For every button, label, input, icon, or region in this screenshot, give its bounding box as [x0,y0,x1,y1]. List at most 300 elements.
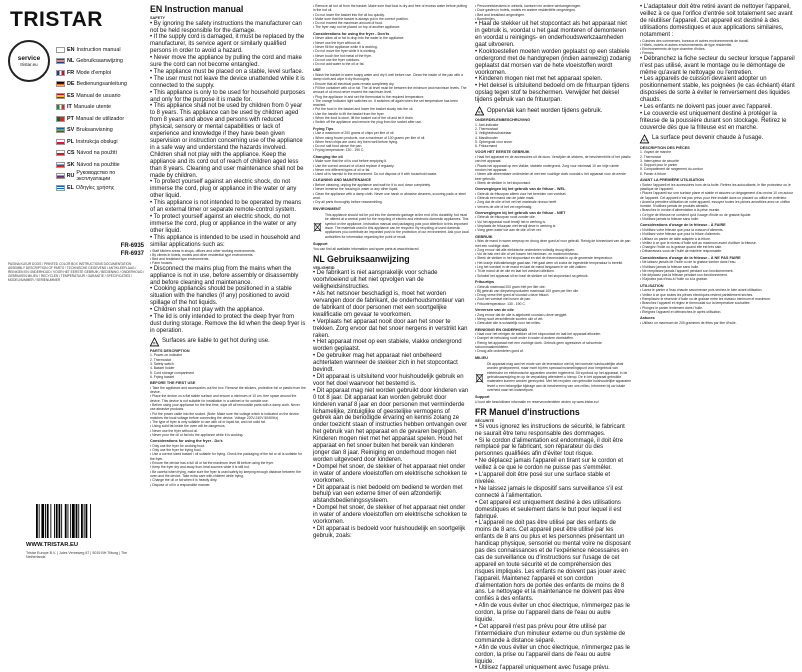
es-flag-icon [56,93,65,99]
fr-parts-heading: DESCRIPTION DES PIÈCES [640,145,690,150]
list-item: • This appliance shall not be used by children from 0 year to 8 years. This appliance can be used by children aged from 8 years and above and persons with reduced physical, sensory or mental capabilities or lack of experience and knowledge if they have been given supervision or instruction concerning use of the appliance in a safe way and understand the hazards involved. Children shall not play with the appliance. Keep the appliance and its cord out of reach of children aged less than 8 years. Cleaning and user maintenance shall not be made by children. [150,103,306,179]
model-number: FR-6937 [120,251,144,257]
fr-use-list [640,288,796,314]
en-hot-text: Surfaces are liable to get hot during use. [162,338,270,345]
list-item: • Before cleaning, unplug the appliance and wait for it to cool down completely. [313,183,469,187]
language-item [56,44,146,56]
list-item: 6. Panier à friture [640,171,667,176]
en-safety-small-list [150,249,306,266]
de-flag-icon [56,81,65,87]
en-dont-list [313,36,469,66]
language-label: Bruksanvisning [76,127,113,134]
en-change-heading: Changing the oil [313,154,343,159]
list-item: • Frying temperature: 130 - 190 C. [313,148,469,152]
list-item: • Only use the fryer for frying food. [150,448,306,452]
barcode-bar [56,504,58,538]
list-item: 1. Power-on indicator [150,353,183,358]
list-item: • Droog alle onderdelen goed af. [475,349,631,353]
list-item: • Door gasten in hotels, motels en andere residentiële omgevingen. [475,8,631,12]
en-consider-list [150,444,306,487]
barcode-bar [36,504,38,538]
en-change-list [313,159,469,176]
list-item: 1. Voyant de marche [640,150,672,155]
language-item [56,90,146,102]
list-item: • Plug the appliance in and set the thermostat to the required temperature. [313,95,469,99]
en-env-text: This appliance should not be put into the domestic garbage at the end of its durability, but must be offered at a central point for the recycling of electric and electronic domestic appliances. This symbol on the appliance, instruction manual and packaging puts your attention to this important issue. The materials used in this appliance can be recycled. By recycling of used domestic appliances you contribute an important push to the protection of our environment. Ask your local authorities for information regarding the point of recall. [325,213,469,239]
fr-tips-heading: Astuces [640,316,655,321]
list-item: • Les enfants ne doivent pas jouer avec l'appareil. [640,104,796,111]
nl-oil-heading: Verversen van de olie [475,308,514,313]
en-parts-heading: PARTS DESCRIPTION [150,348,190,353]
fr-use-heading: UTILISATION [640,283,664,288]
list-item: • Steek de stekker in het stopcontact. [475,181,631,185]
list-item: • This appliance is not intended to be operated by means of an external timer or separate remote-control system. [150,200,306,214]
nl-env-block [475,362,631,393]
list-item: • Bij gebruik van diepvriesproducten maximaal 100 gram per liter olie. [475,289,631,293]
en-hot-warning [150,337,306,347]
list-item: • Use the correct amount of oil and replace it regularly. [313,164,469,168]
list-item: • Do not exceed the maximum amount of food. [313,21,469,25]
language-item [56,159,146,171]
ru-flag-icon [56,173,65,179]
column-dutch [475,4,631,672]
fr-safety-list [475,424,631,672]
list-item: • Put the power cable into the socket. (Note: Make sure the voltage which is indicated on the device matches the local voltage before connecting the device. Voltage 220V-240V 50/60Hz) [150,412,306,421]
fr-dont-heading: Considérations d'usage de la friteuse - À NE PAS FAIRE [640,255,741,260]
nl-before-list [475,155,631,185]
list-item: • Afin de vous éviter un choc électrique, n'immergez pas le cordon, la prise ou l'appareil dans de l'eau ou autre liquide. [475,603,631,624]
list-item: 2. Thermostat [640,154,661,159]
list-item: • Bed and breakfast omgevingen. [475,13,631,17]
language-code: PT [67,115,74,122]
en-env-heading: ENVIRONMENT [313,206,342,211]
list-item: • Take the appliance and accessories out the box. Remove the stickers, protective foil or plastic from the device. [150,386,306,395]
list-item: • Verplaats de frituurpan niet terwijl deze in werking is. [475,224,631,228]
service-site: tristar.eu [20,62,38,67]
list-item: • The orange indicator light switches on. It switches off again when the set temperature has been reached. [313,99,469,108]
language-code: PL [67,138,74,145]
language-label: Οδηγίες χρήσης [75,184,115,191]
en-consider-heading: Considerations for using the fryer - Do's [150,439,223,444]
list-item: • Remplissez le réservoir d'huile ou de graisse entre les niveaux minimum et maximum. [640,297,796,301]
nl-hot-warning [475,106,631,116]
list-item: • N'utilisez jamais la friteuse sans huile. [640,217,796,221]
language-item [56,113,146,125]
nl-flag-icon [56,58,65,64]
barcode-bar [86,504,88,538]
list-item: • Bed and breakfast type environments. [150,257,306,261]
hot-surface-icon [150,337,159,347]
list-item: • Do not lower the basket into the oil too quickly. [313,13,469,17]
list-item: • Fill the container with oil or fat. The oil level must be between the minimum and maximum levels. The amount of oil must never exceed the maximum level. [313,86,469,95]
list-item: • Si vous ignorez les instructions de sécurité, le fabricant ne saurait être tenu responsable des dommages. [475,424,631,438]
nl-oil-list [475,313,631,326]
list-item: • Het oranje indicatielampje gaat aan. Het gaat weer uit zodra de ingestelde temperatuur is bereikt. [475,261,631,265]
list-item: • When fresh chips are used, dry them well before frying. [313,140,469,144]
list-item: • Change the oil or fat when it is heavily dirty. [150,478,306,482]
list-item: • Dispose of oil in a responsible manner. [150,483,306,487]
en-safety-heading: SAFETY [150,16,165,20]
language-code: RU [66,173,75,180]
list-item: 2. Thermostaat [475,126,498,131]
list-item: • Gebruik de frituurpan nooit zonder olie. [475,215,631,219]
list-item: • Never fill the appliance while it is working. [313,45,469,49]
list-item: • Staff kitchen areas in shops, offices and other working environments. [150,249,306,253]
list-item: 1. Aan-indicator [475,122,499,127]
barcode-bar [61,504,62,538]
language-item [56,67,146,79]
list-item: • Kooktoestellen moeten worden geplaatst op een stabiele ondergrond met de handgrepen (indien aanwezig) zodanig geplaatst dat morsen van de hete vloeistoffen wordt voorkomen. [475,49,631,77]
list-item: • This appliance is intended to be used in household and similar applications such as: [150,235,306,249]
list-item: • Gebruikte olie is schadelijk voor het milieu. [475,321,631,325]
list-item: • Avant la première utilisation de votre appareil, essuyez toutes les pièces amovibles avec un chiffon humide. N'utilisez jamais de produits abrasifs. [640,200,796,209]
cover-codes: PAGINA KLEUR DOOS / PRINTED COLOR BOX INSTRUCTIONS DOCUMENTATION ASSEMBLY DESCRIPTION OF PARTS / TECHNISCHE GEGEVENS / ANTIKLEEFLAAG / REINIGEN EN ONDERHOUD / VOOR HET EERSTE GEBRUIK / BEDIENING / ONDERHOUD / GEBRUIKEN MILIEU / RECYCLEN / TEMPERATUUR / GARANTIE / SPECIFICATIES / MODELNUMMER / SERIENUMMER [8,262,145,283]
service-label: service [17,55,41,62]
list-item: 3. Veiligheidsschakelaar [475,131,512,136]
fr-hot-text: La surface peut devenir chaude à l'usage. [652,135,764,142]
nl-env-heading: MILIEU [475,355,488,360]
list-item: • Ne déplacez pas la friteuse pendant son fonctionnement. [640,273,796,277]
list-item: • Veillez à ce que le niveau d'huile soit au maximum avant d'utiliser la friteuse. [640,241,796,245]
model-numbers [121,242,144,258]
en-clean-list [313,183,469,204]
hot-surface-icon [475,106,484,116]
list-item: • Verplaats het apparaat nooit door aan het snoer te trekken. Zorg ervoor dat het snoer nergens in verstrikt kan raken. [313,319,469,340]
nl-clean-heading: REINIGING EN ONDERHOUD [475,327,528,332]
list-item: • Gebruik de frituurpan alleen voor het bereiden van voedsel. [475,192,631,196]
en-tips-list [313,131,469,152]
nl-parts-list [475,123,631,149]
fr-safety-list-2 [640,56,796,132]
company-address: Tristar Europe B.V. | Jules Verneweg 87 | 5015 BH Tilburg | The Netherlands [26,551,128,560]
language-code: DE [67,81,75,88]
list-item: • Never use the fryer without oil. [313,41,469,45]
list-item: • N'utilisez jamais la friteuse sans huile. [640,265,796,269]
list-item: • Dompel de behuizing nooit onder in water of andere vloeistoffen. [475,336,631,340]
sk-flag-icon [56,162,65,168]
list-item: • Dit apparaat is uitsluitend voor huishoudelijk gebruik en voor het doel waarvoor het bestemd is. [313,374,469,388]
nl-safety-list-2 [475,21,631,104]
list-item: • Place the device on a flat stable surface and ensure a minimum of 10 cm. free space around the device. This device is not suitable for installation in a cabinet or for outside use. [150,394,306,403]
list-item: • L'appareil doit être posé sur une surface stable et nivelée. [475,472,631,486]
fr-title: FR Manuel d'instructions [475,407,580,418]
nl-tips-list [475,285,631,306]
column-english-2 [313,4,469,540]
cover-column [6,4,148,571]
nl-parts-heading: ONDERDELENBESCHRIJVING [475,118,531,123]
language-item [56,102,146,114]
list-item: • Dit apparaat mag niet worden gebruikt door kinderen van 0 tot 8 jaar. Dit apparaat kan worden gebruikt door kinderen vanaf 8 jaar en door personen met verminderde lichamelijke, zintuiglijke of geestelijke vermogens of gebrek aan de benodigde ervaring en kennis zolang ze onder toezicht staan of instructies hebben ontvangen over het gebruik van het apparaat en de gevaren begrijpen. Kinderen mogen niet met het apparaat spelen. Houd het apparaat en het snoer buiten het bereik van kinderen jonger dan 8 jaar. Reiniging en onderhoud mogen niet worden uitgevoerd door kinderen. [313,388,469,464]
nl-tips-heading: Frituurtips [475,279,494,284]
cz-flag-icon [56,150,65,156]
list-item: • Ce type de friteuse ne convient qu'à l'usage d'huile ou de graisse liquide. [640,213,796,217]
en-tips-heading: Frying Tips [313,126,334,131]
list-item: • Le couvercle est uniquement destiné à protéger la friteuse de la poussière durant son stockage. Retirez le couvercle dès que la friteuse est en marche. [640,111,796,132]
fr-do-list [640,228,796,254]
language-label: Návod na použití [76,150,117,157]
language-item [56,148,146,160]
nl-env-text: Dit apparaat mag aan het einde van de levensduur niet bij het normale huishoudelijke afval worden gedeponeerd, maar moet bij een speciaal inzamelingspunt voor hergebruik van elektrische en elektronische apparaten worden ingeleverd. Dit symbool op het apparaat, in de gebruiksaanwijzing en op de verpakking attendeert u hierop. De in het apparaat gebruikte materialen kunnen worden gerecycled. Met het recyclen van gebruikte huishoudelijke apparaten levert u een belangrijke bijdrage aan de bescherming van ons milieu. Informeer bij uw lokale overheid naar het inzamelpunt. [487,362,632,392]
list-item: • Cooking appliances should be positioned in a stable situation with the handles (if any) positioned to avoid spillage of the hot liquids. [150,286,306,307]
list-item: • Fermes. [640,51,796,55]
list-item: • L'adaptateur doit être retiré avant de nettoyer l'appareil, veillez à ce que l'orifice d'entrée soit totalement sec avant de réutiliser l'appareil. Cet appareil est destiné à des utilisations domestiques et aux applications similaires, notamment : [640,4,796,39]
list-item: 6. Frying basket [150,374,175,379]
list-item: • Use the handle to lift the basket from the fryer. [313,112,469,116]
barcode-bar [50,504,51,538]
list-item: • This appliance is only to be used for household purposes and only for the purpose it is made for. [150,90,306,104]
barcode-bar [41,504,44,538]
nl-consider-list [475,192,631,209]
list-item: • Wash the basket in warm soapy water and dry it well before use. Clean the inside of the pan with a damp cloth and wipe it dry thoroughly. [313,73,469,82]
list-item: • Zorg dat de olie of het vet het maximale niveau heeft. [475,200,631,204]
list-item: • Ne déplacez jamais l'appareil en tirant sur le cordon et veillez à ce que le cordon ne puisse pas s'emmêler. [475,458,631,472]
nl-use-list [475,239,631,278]
list-item: 5. Compartiment de rangement du cordon [640,167,703,172]
list-item: • Use a correct sized basket / oil suitable for frying. Check the packaging of the fat or oil is suitable for the fryer. [150,452,306,461]
barcode-image [36,504,116,538]
list-item: • When using frozen products, use a maximum of 100 grams per litre of oil. [313,136,469,140]
list-item: • Veillez à ce que toutes les pièces électriques restent parfaitement sèches. [640,293,796,297]
list-item: • Dit apparaat is bedoeld voor huishoudelijk en soortgelijk gebruik, zoals: [313,526,469,540]
list-item: • Les appareils de cuisson devraient adopter un positionnement stable, les poignées (le cas échéant) étant disposées de sorte à éviter le renversement des liquides chauds. [640,76,796,104]
nl-before-heading: VOOR HET EERSTE GEBRUIK [475,150,530,155]
list-item: • Dry all parts thoroughly before reassembling. [313,200,469,204]
list-item: • Using solid fat inside the oven will be dangerous. [150,424,306,428]
list-item: • Zorg ervoor dat alle elektrische onderdelen volledig droog blijven. [475,248,631,252]
list-item: • Never allow oil or fat to drop into the water in the appliance. [313,36,469,40]
list-item: • When the food is done, lift the basket out of the oil and let it drain. [313,116,469,120]
weee-bin-icon [313,222,322,232]
barcode-bar [45,504,46,538]
list-item: 2. Thermostat [150,357,171,362]
list-item: • Never touch the hot metal of the fryer. [313,54,469,58]
list-item: 5. Cord storage compartment [150,370,195,375]
list-item: • Éteignez l'appareil et débranchez-le après utilisation. [640,310,796,314]
nl-safety-list [313,270,469,539]
nl-safety-heading: VEILIGHEID [313,265,335,270]
en-title: EN Instruction manual [150,4,244,14]
list-item: • The type of fryer is only suitable to use with oil or liquid fat, and not solid fat. [150,420,306,424]
list-item: • Do not use the fryer outdoors. [313,58,469,62]
list-item: • Gebruik een mand van de juiste maat. [475,196,631,200]
barcode-bar [54,504,55,538]
list-item: • Do not move the fryer while it is working. [313,49,469,53]
list-item: • De fabrikant is niet aansprakelijk voor schade voortvloeiend uit het niet opvolgen van de veiligheidsinstructies. [313,270,469,291]
list-item: • Ensure that all electrical parts remain completely dry. [313,82,469,86]
pt-flag-icon [56,116,65,122]
en-items-a [313,4,469,30]
language-code: CS [67,150,75,157]
list-item: • N'utilisez votre friteuse que pour la cuisson d'aliments. [640,228,796,232]
fr-flag-icon [56,70,65,76]
list-item: • Lavez le panier à l'eau chaude savonneuse puis séchez-le bien avant utilisation. [640,288,796,292]
nl-title: NL Gebruiksaanwijzing [313,253,410,264]
fr-dont-list [640,260,796,281]
list-item: • The fryer may not be placed on top of another appliance. [313,25,469,29]
language-code: SV [67,127,75,134]
list-item: • Haal voor het reinigen de stekker uit het stopcontact en laat het apparaat afkoelen. [475,332,631,336]
fr-adapter-list [640,4,796,39]
language-label: Manuale utente [73,104,111,111]
list-item: 3. Interrupteur de sécurité [640,158,679,163]
language-item [56,56,146,68]
en-before-list [150,386,306,438]
list-item: • De gebruiker mag het apparaat niet onbeheerd achterlaten wanneer de stekker zich in het stopcontact bevindt. [313,353,469,374]
list-item: • Boerderijen. [475,17,631,21]
fr-safety-heading: SÉCURITÉ [475,419,495,424]
list-item: • Never move the appliance by pulling the cord and make sure the cord can not become entangled. [150,55,306,69]
en-safety-list-2 [150,266,306,335]
language-label: Instrukcja obsługi [75,138,118,145]
list-item: • Utilisez un maximum de 200 grammes de frites par litre d'huile. [640,321,796,325]
list-item: • Remove all hot oil from the basket. Make sure that food is dry and free of excess water before putting in the hot oil. [313,4,469,13]
list-item: • Make sure that the basket is always put in the correct position. [313,17,469,21]
uk-flag-icon [56,47,65,53]
barcode-bar [81,504,83,538]
language-item [56,125,146,137]
list-item: • Schakel het apparaat uit en haal de stekker uit het stopcontact na gebruik. [475,274,631,278]
list-item: • Zout het voedsel niet boven de pan. [475,297,631,301]
barcode-bar [65,504,67,538]
list-item: • Use a maximum of 200 grams of chips per litre of oil. [313,131,469,135]
language-item [56,171,146,183]
en-env-block [313,213,469,240]
list-item: • Neem alle afneembare onderdelen af met een vochtige doek voordat u het apparaat voor de eerste keer gebruikt. [475,172,631,181]
list-item: • The lid is only intended to protect the deep fryer from dust during storage. Remove the lid when the deep fryer is in operation. [150,314,306,335]
list-item: • Kinderen mogen niet met het apparaat spelen. [475,76,631,83]
nl-support-heading: Support [475,395,490,400]
service-badge [8,40,50,82]
barcode-bar [59,504,61,538]
nl-small-list [475,4,631,21]
fr-do-heading: Considérations d'usage de la friteuse - À FAIRE [640,223,726,228]
list-item: • Do not add water to the oil or fat. [313,62,469,66]
list-item: • Do not salt food above the pan. [313,144,469,148]
gr-flag-icon [56,185,65,191]
fr-before-heading: AVANT LA PREMIÈRE UTILISATION [640,178,704,183]
list-item: • Be careful when frying, make sure the fryer is used safely by keeping enough distance between the oven and the device. Take extra care with children while frying. [150,470,306,479]
list-item: • Haal het apparaat en de accessoires uit de doos. Verwijder de stickers, de beschermfolie of het plastic van het apparaat. [475,155,631,164]
list-item: • To protect yourself against an electric shock, do not immerse the cord, plug or appliance in the water or any other liquid. [150,179,306,200]
fr-parts-list [640,150,796,176]
list-item: • Make sure that the oil is cool before emptying it. [313,159,469,163]
list-item: • By clients in hotels, motels and other residential type environments. [150,253,306,257]
list-item: • Only use the fryer for cooking food. [150,444,306,448]
list-item: • Plongez le panier lentement dans l'huile. [640,306,796,310]
list-item: • Débarrassez-vous de l'huile de manière responsable. [640,249,796,253]
list-item: • Ne laissez jamais le dispositif sans surveillance s'il est connecté à l'alimentation. [475,486,631,500]
list-item: 4. Support pour le panier [640,163,678,168]
fr-tips-list [640,321,796,325]
list-item: • Sortez l'appareil et les accessoires hors de la boîte. Retirez les autocollants, le film protecteur ou le plastique de l'appareil. [640,183,796,192]
list-item: • N'utilisez votre friteuse que pour la friture d'aliments. [640,232,796,236]
list-item: • Branchez l'appareil et réglez le thermostat sur la température souhaitée. [640,301,796,305]
en-support-text: You can find all available information and spare parts at www.tristar.eu! [313,246,420,251]
language-code: NL [67,58,75,65]
barcode-bar [84,504,85,538]
column-french [640,4,796,325]
language-code: ES [67,92,75,99]
language-code: EN [67,46,75,53]
list-item: • Hôtels, motels et autres environnements de type résidentiel. [640,43,796,47]
list-item: • Before using your appliance for the first time, wipe off all removable parts with a damp cloth. Never use abrasive products. [150,403,306,412]
list-item: 4. Mandhouder [475,135,498,140]
list-item: • Ne laissez jamais de l'huile ou de la graisse tomber dans l'eau. [640,260,796,264]
en-support-heading: Support [313,241,328,246]
en-parts-list [150,353,306,379]
list-item: 4. Basket holder [150,366,175,371]
en-before-heading: BEFORE THE FIRST USE [150,381,196,386]
en-clean-heading: CLEANING AND MAINTENANCE [313,178,372,183]
language-code: FR [67,69,75,76]
language-label: Руководство по эксплуатации [76,170,116,183]
list-item: • Children shall not play with the appliance. [150,307,306,314]
en-safety-list [150,21,306,249]
hot-surface-icon [640,134,649,144]
barcode-bar [70,504,71,538]
barcode-bar [72,504,75,538]
list-item: • Never use the fryer without oil. [150,429,306,433]
en-use-heading: USE [313,68,321,73]
language-label: Instruction manual [76,46,121,53]
list-item: 3. Safety switch [150,361,174,366]
list-item: • Cet appareil est uniquement destiné à des utilisations domestiques et seulement dans le but pour lequel il est fabriqué. [475,500,631,521]
list-item: • To protect yourself against an electric shock, do not immerse the cord, plug or appliance in the water or any other liquid. [150,214,306,235]
list-item: • Dit apparaat is niet bedoeld om bediend te worden met behulp van een externe timer of een afzonderlijk afstandsbedieningssysteem. [313,485,469,506]
list-item: • Clean the appliance with a damp cloth. Never use harsh or abrasive cleaners, scouring pads or steel wool. [313,192,469,201]
list-item: • Ensure the device has a full oil or fat the maximum level fill before using the fryer. [150,461,306,465]
list-item: • Placez l'appareil sur une surface plane et stable et assurez un dégagement d'au moins 10 cm autour de l'appareil. Cet appareil n'est pas prévu pour être installé dans un placard ou utilisé en extérieur. [640,191,796,200]
list-item: • Never pour the oil or fat into the appliance while it is working. [150,433,306,437]
weee-bin-icon [475,373,484,383]
list-item: • Til de mand uit de olie en laat het voedsel uitlekken. [475,269,631,273]
list-item: • Meng nooit verschillende soorten olie of vet. [475,317,631,321]
list-item: • Disconnect the mains plug from the mains when the appliance is not in use, before assembly or disassembly and before cleaning and maintenance. [150,266,306,287]
it-flag-icon [56,104,65,110]
pl-flag-icon [56,139,65,145]
nl-hot-text: Oppervlak kan heet worden tijdens gebruik. [487,107,603,114]
language-label: Návod na použitie [76,161,120,168]
language-item [56,182,146,194]
list-item: • Personeelskeukens in winkels, kantoren en andere werkomgevingen. [475,4,631,8]
fr-hot-warning [640,134,796,144]
language-label: Manual de usuario [76,92,121,99]
list-item: • Utilisez l'appareil uniquement avec l'usage prévu. [475,665,631,672]
list-item: • Never mix different types of oil or fat. [313,168,469,172]
list-item: • Zorg ervoor dat de olie is afgekoeld voordat u deze weggiet. [475,313,631,317]
nl-use-heading: GEBRUIK [475,234,493,239]
list-item: • Utilisez un panier de taille adaptée à la friture. [640,237,796,241]
nl-consider-heading: Overwegingen bij het gebruik van de frituur - WEL [475,187,566,192]
language-code: EL [67,184,74,191]
list-item: • Afin de vous éviter un choc électrique, n'immergez pas le cordon, la prise ou l'appareil dans de l'eau ou autre liquide. [475,645,631,666]
language-code: IT [67,104,72,111]
brand-logo: TRISTAR [10,8,103,31]
list-item: • Het deksel is uitsluitend bedoeld om de frituurpan tijdens opslag tegen stof te beschermen. Verwijder het deksel tijdens gebruik van de frituurpan. [475,83,631,104]
nl-dont-list [475,215,631,232]
list-item: • Voeg geen water toe aan de olie of het vet. [475,228,631,232]
list-item: • Dompel het snoer, de stekker of het apparaat niet onder in water of andere vloeistoffen om elektrische schokken te voorkomen. [313,505,469,526]
list-item: • Leg het voedsel in de mand en laat de mand langzaam in de olie zakken. [475,265,631,269]
nl-dont-heading: Overwegingen bij het gebruik van de frituur - NIET [475,210,566,215]
model-number: FR-6935 [120,243,144,249]
barcode-bar [47,504,49,538]
list-item: • Ne remplissez jamais l'appareil pendant son fonctionnement. [640,269,796,273]
list-item: • Ververs de olie of het vet regelmatig. [475,205,631,209]
nl-support-text: U kunt alle beschikbare informatie en reserveonderdelen vinden op www.tristar.eu! [475,399,599,404]
list-item: • Environnements de type chambre d'hôtes. [640,47,796,51]
en-use-list [313,73,469,125]
